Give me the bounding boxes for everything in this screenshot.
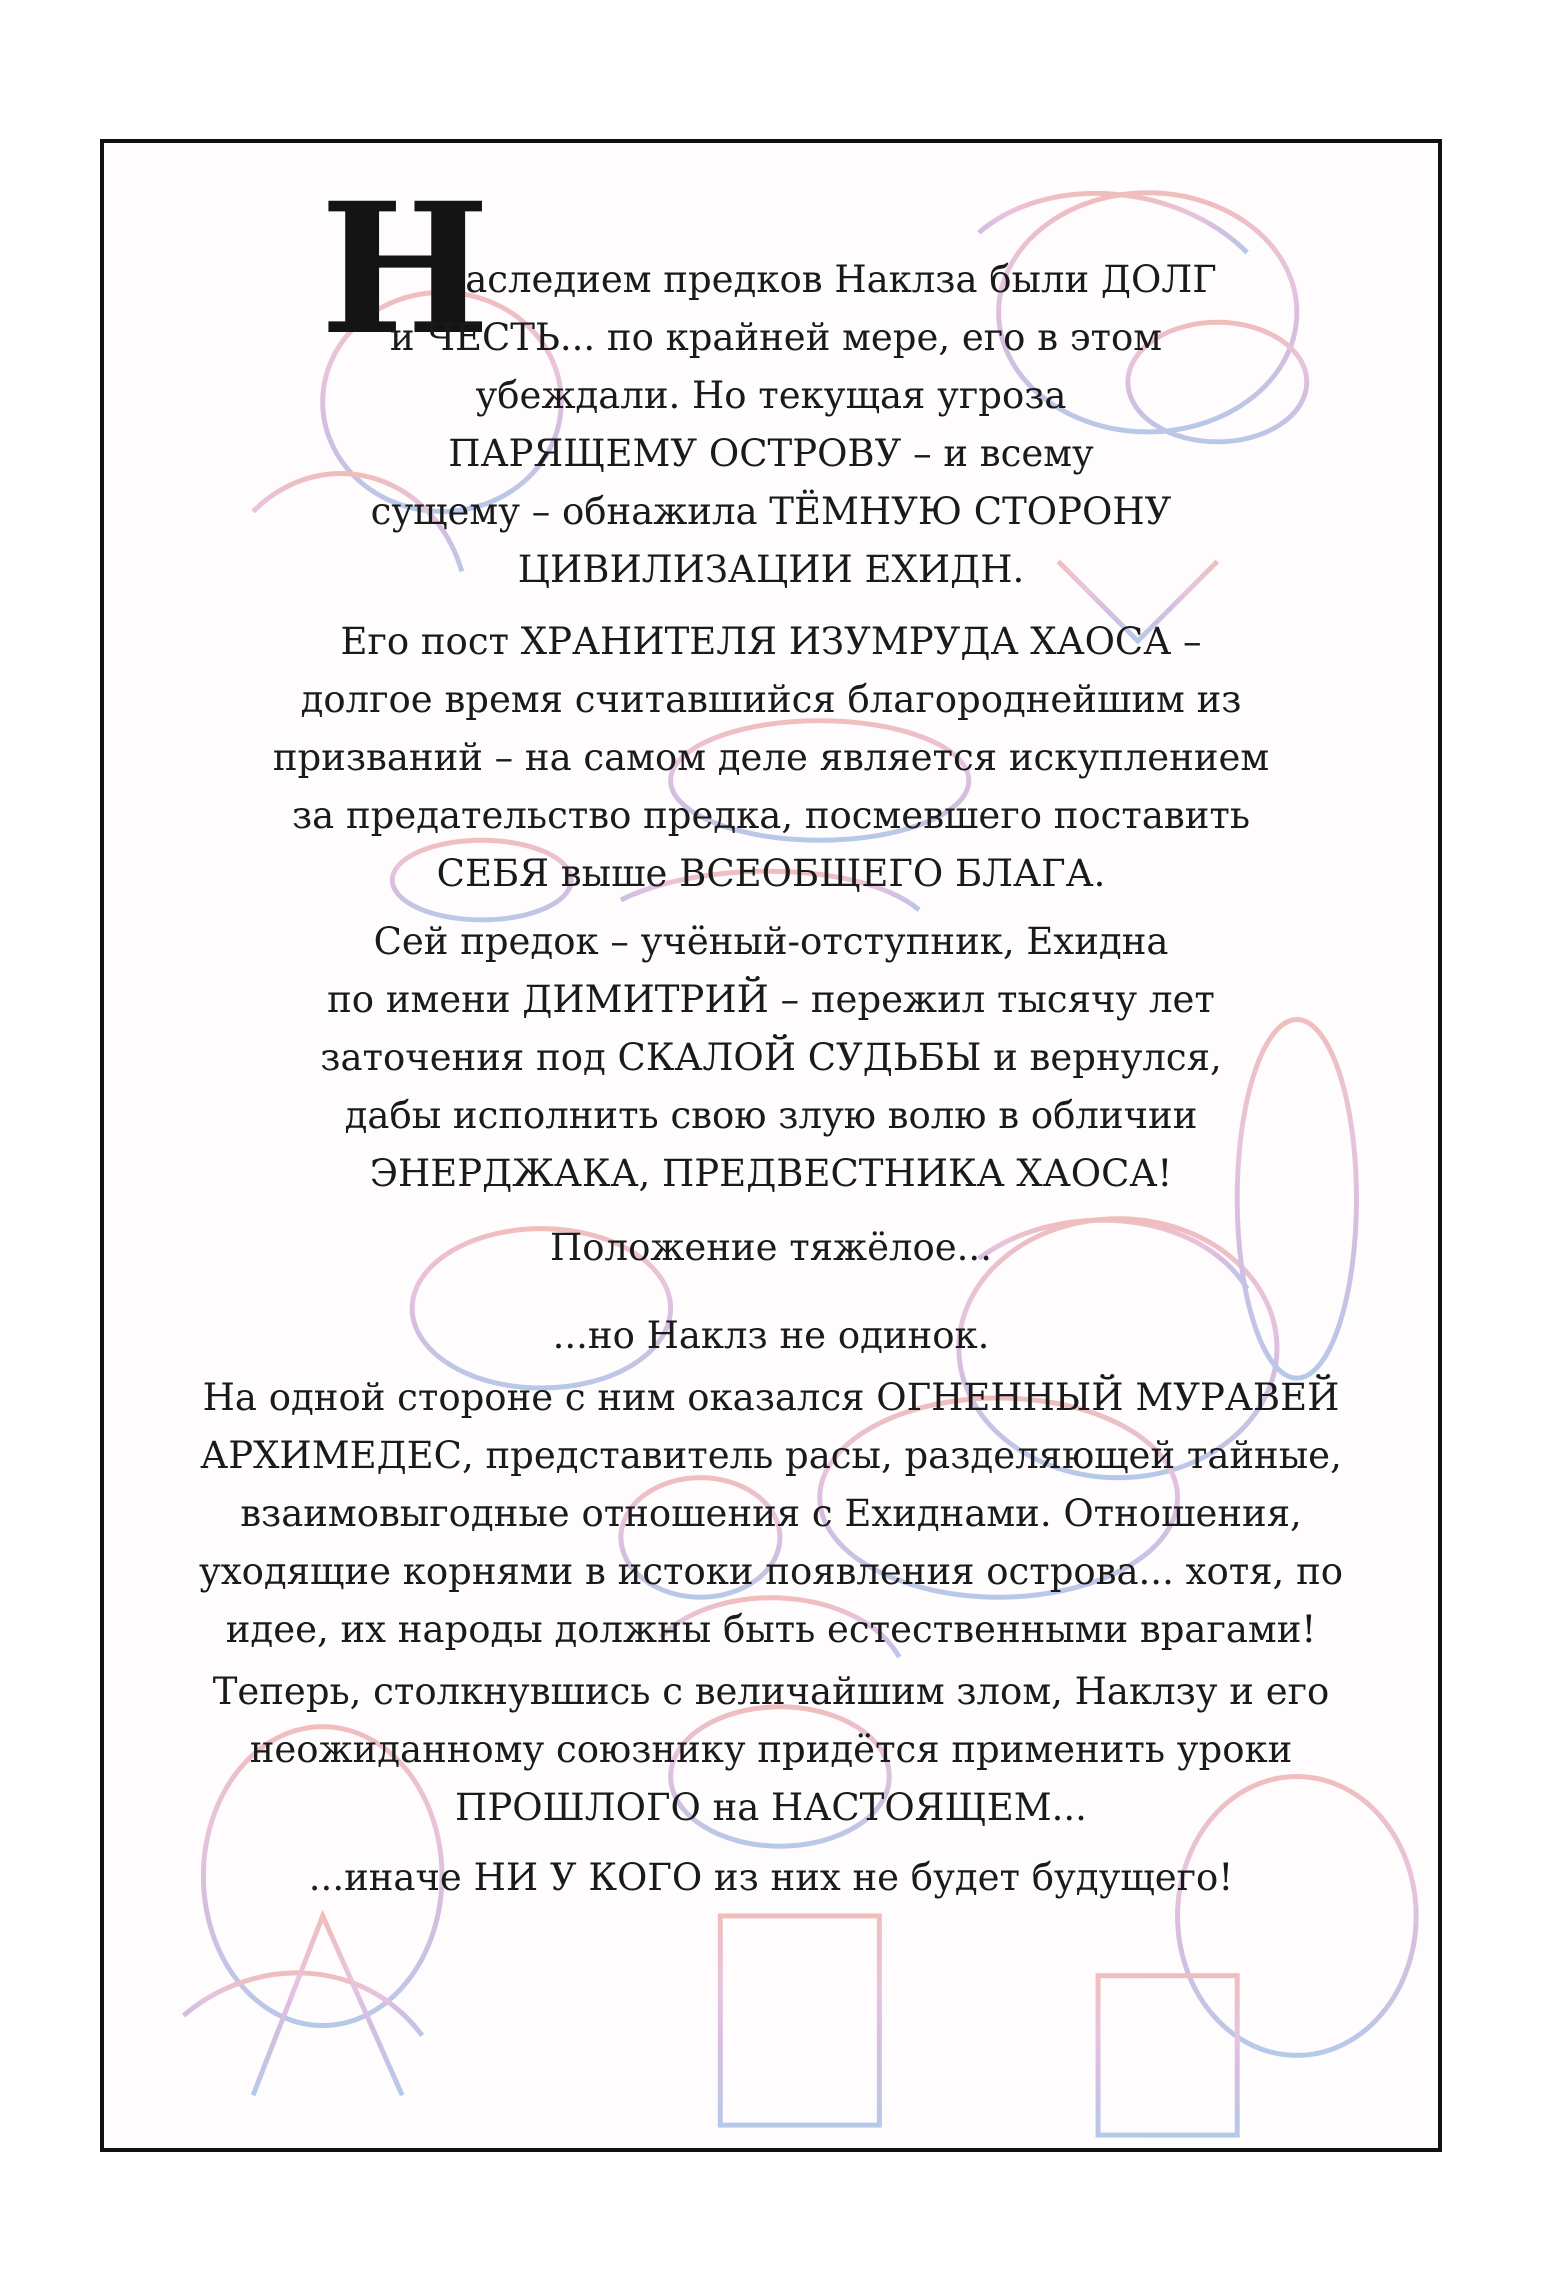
text-line: ЭНЕРДЖАКА, ПРЕДВЕСТНИКА ХАОСА! — [369, 1152, 1173, 1195]
text-line: Теперь, столкнувшись с величайшим злом, Наклзу и его — [212, 1670, 1330, 1713]
text-line: по имени ДИМИТРИЙ – пережил тысячу лет — [327, 978, 1215, 1021]
text-line: заточения под СКАЛОЙ СУДЬБЫ и вернулся, — [320, 1036, 1222, 1079]
paragraph-2 — [144, 613, 1398, 903]
paragraph-3 — [144, 913, 1398, 1203]
text-line: СЕБЯ выше ВСЕОБЩЕГО БЛАГА. — [436, 852, 1106, 895]
text-line: Его пост ХРАНИТЕЛЯ ИЗУМРУДА ХАОСА – — [340, 620, 1202, 663]
text-line: ПРОШЛОГО на НАСТОЯЩЕМ... — [455, 1786, 1087, 1829]
text-line: дабы исполнить свою злую волю в обличии — [344, 1094, 1198, 1137]
text-line: за предательство предка, посмевшего поставить — [291, 794, 1251, 837]
text-line: взаимовыгодные отношения с Ехиднами. Отношения, — [240, 1492, 1302, 1535]
text-line: АРХИМЕДЕС, представитель расы, разделяющей тайные, — [200, 1434, 1342, 1477]
recap-text — [104, 143, 1438, 2148]
paragraph-4 — [144, 1219, 1398, 1277]
text-line: уходящие корнями в истоки появления острова... хотя, по — [198, 1550, 1344, 1593]
text-line: и ЧЕСТЬ... по крайней мере, его в этом — [389, 316, 1163, 359]
text-line: ...но Наклз не одинок. — [552, 1314, 990, 1357]
text-line: ...иначе НИ У КОГО из них не будет будущего! — [308, 1856, 1234, 1899]
text-panel — [100, 139, 1442, 2152]
text-line: аследием предков Наклза были ДОЛГ — [465, 258, 1217, 301]
text-line: убеждали. Но текущая угроза — [475, 374, 1067, 417]
text-line: Сей предок – учёный-отступник, Ехидна — [373, 920, 1169, 963]
drop-cap: Н — [320, 164, 491, 375]
text-line: Положение тяжёлое... — [550, 1226, 992, 1269]
paragraph-6 — [144, 1369, 1398, 1659]
text-line: идее, их народы должны быть естественными врагами! — [225, 1608, 1317, 1651]
paragraph-7 — [144, 1663, 1398, 1837]
text-line: неожиданному союзнику придётся применить уроки — [249, 1728, 1293, 1771]
text-line: сущему – обнажила ТЁМНУЮ СТОРОНУ — [370, 490, 1172, 533]
paragraph-5 — [144, 1307, 1398, 1365]
text-line: долгое время считавшийся благороднейшим из — [300, 678, 1242, 721]
text-line: призваний – на самом деле является искуплением — [272, 736, 1270, 779]
text-line: ПАРЯЩЕМУ ОСТРОВУ – и всему — [448, 432, 1094, 475]
paragraph-8 — [144, 1849, 1398, 1907]
text-line: На одной стороне с ним оказался ОГНЕННЫЙ МУРАВЕЙ — [202, 1376, 1340, 1419]
paragraph-1 — [144, 251, 1398, 599]
text-line: ЦИВИЛИЗАЦИИ ЕХИДН. — [517, 548, 1025, 591]
